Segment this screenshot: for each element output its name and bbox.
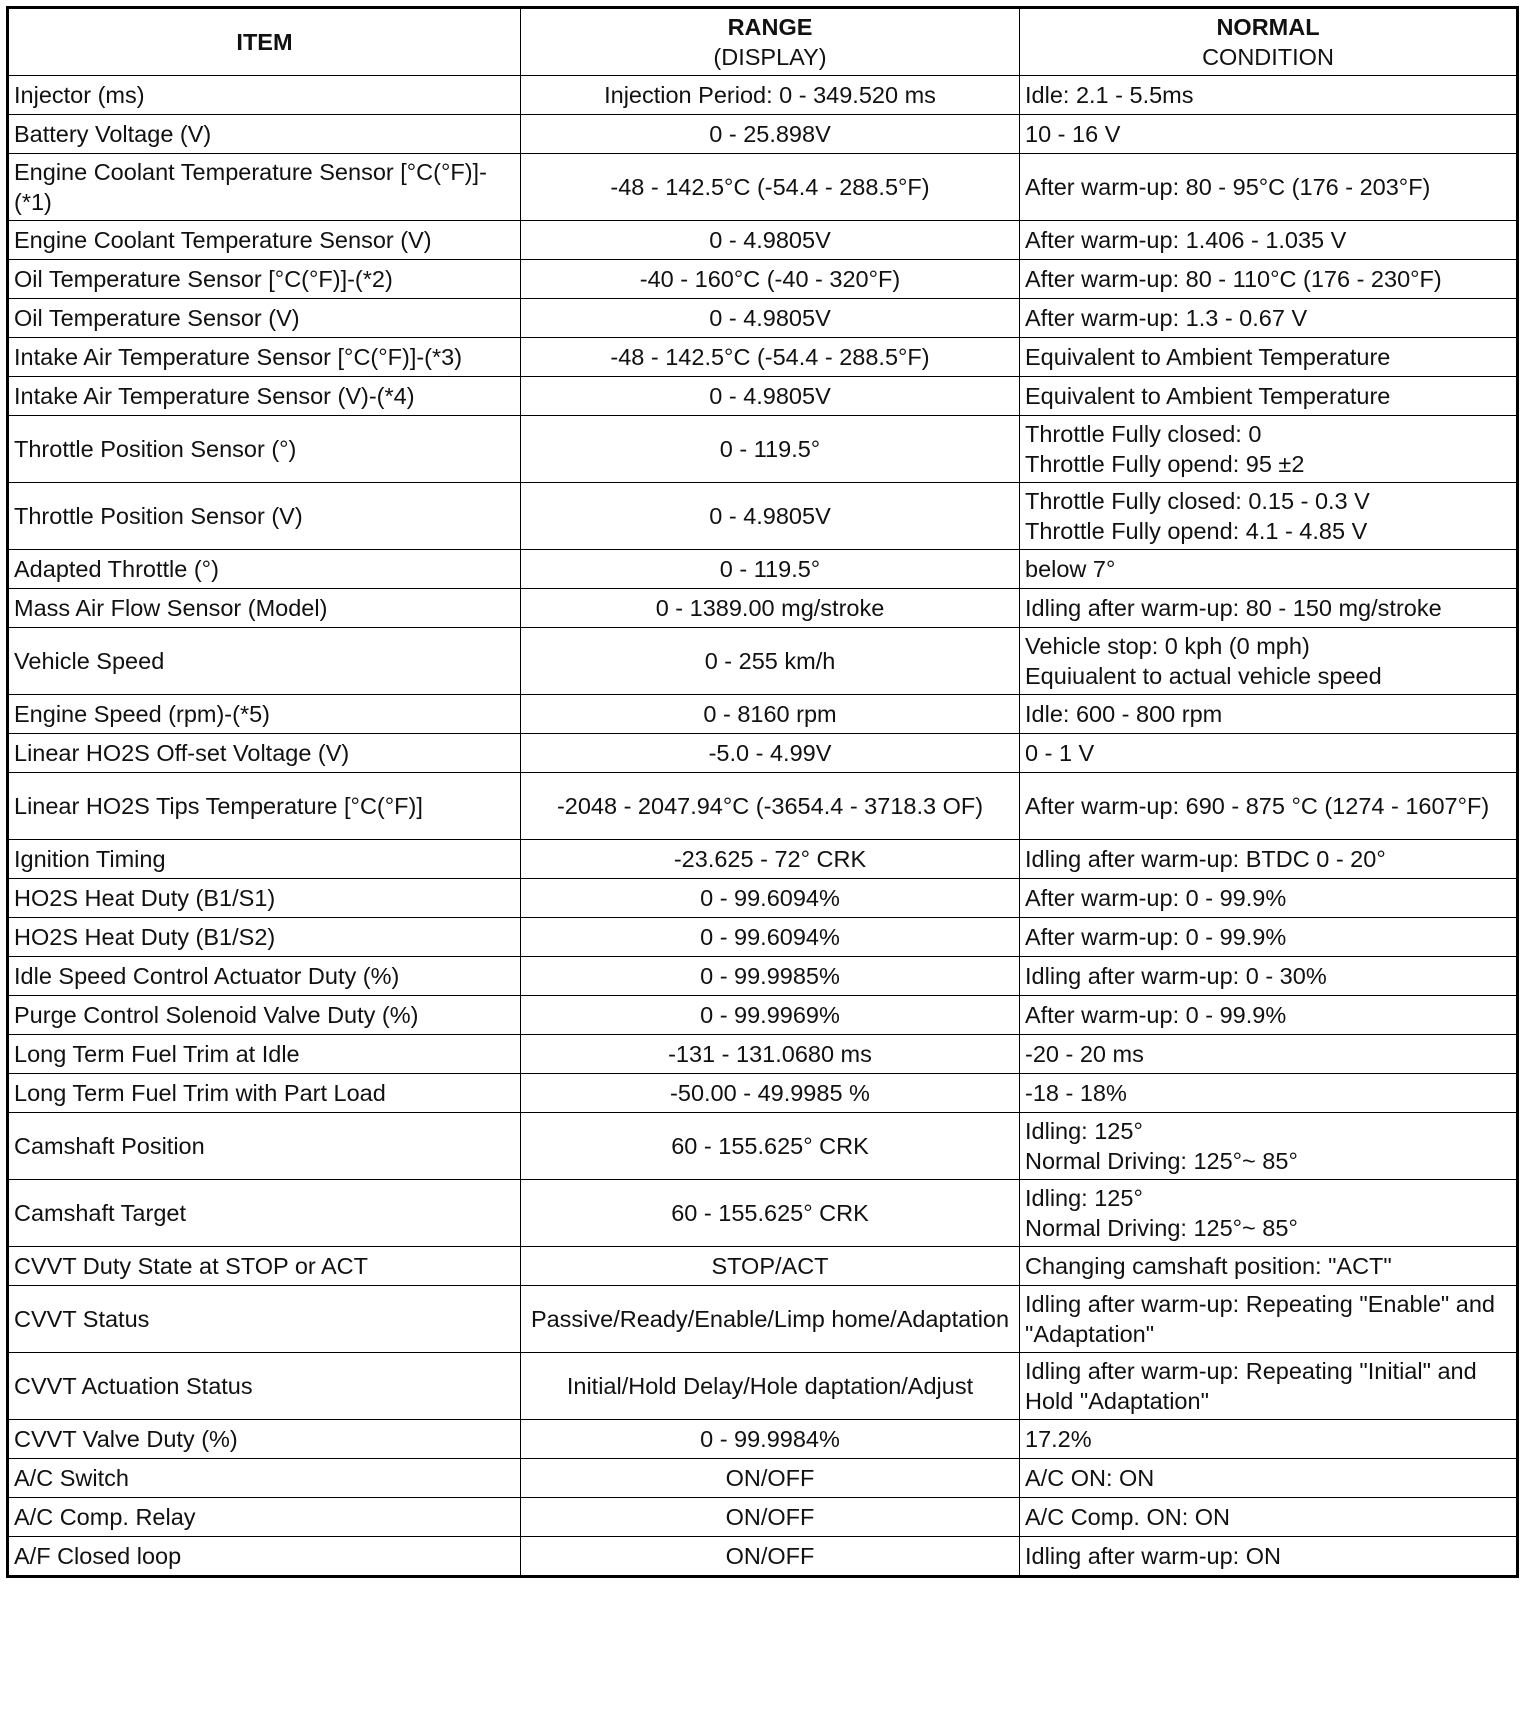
condition-cell	[1020, 483, 1518, 550]
condition-line: 10 - 16 V	[1025, 121, 1121, 147]
condition-line: Idling after warm-up: ON	[1025, 1543, 1281, 1569]
item-cell: Mass Air Flow Sensor (Model)	[8, 589, 521, 628]
table-row	[8, 957, 1518, 996]
range-cell: 60 - 155.625° CRK	[521, 1180, 1020, 1247]
table-row	[8, 1537, 1518, 1577]
condition-line: 17.2%	[1025, 1426, 1092, 1452]
item-cell: Throttle Position Sensor (°)	[8, 416, 521, 483]
table-row	[8, 1459, 1518, 1498]
item-cell: Vehicle Speed	[8, 628, 521, 695]
table-row	[8, 1498, 1518, 1537]
table-row	[8, 734, 1518, 773]
condition-cell	[1020, 589, 1518, 628]
item-cell: CVVT Valve Duty (%)	[8, 1420, 521, 1459]
condition-cell	[1020, 550, 1518, 589]
item-cell: HO2S Heat Duty (B1/S1)	[8, 879, 521, 918]
item-cell: Oil Temperature Sensor (V)	[8, 299, 521, 338]
condition-line: Idle: 2.1 - 5.5ms	[1025, 82, 1194, 108]
condition-cell	[1020, 1498, 1518, 1537]
condition-cell	[1020, 377, 1518, 416]
condition-cell	[1020, 840, 1518, 879]
table-row	[8, 1113, 1518, 1180]
condition-cell	[1020, 957, 1518, 996]
item-cell: Long Term Fuel Trim at Idle	[8, 1035, 521, 1074]
range-cell: 0 - 25.898V	[521, 115, 1020, 154]
table-row	[8, 1286, 1518, 1353]
condition-cell	[1020, 879, 1518, 918]
table-row	[8, 1074, 1518, 1113]
item-cell: Engine Coolant Temperature Sensor (V)	[8, 221, 521, 260]
condition-line: After warm-up: 0 - 99.9%	[1025, 1002, 1287, 1028]
range-cell: -23.625 - 72° CRK	[521, 840, 1020, 879]
table-row	[8, 483, 1518, 550]
condition-cell	[1020, 299, 1518, 338]
item-cell: HO2S Heat Duty (B1/S2)	[8, 918, 521, 957]
item-cell: Battery Voltage (V)	[8, 115, 521, 154]
header-normal	[1020, 8, 1518, 76]
range-cell: -48 - 142.5°C (-54.4 - 288.5°F)	[521, 338, 1020, 377]
range-cell: -48 - 142.5°C (-54.4 - 288.5°F)	[521, 154, 1020, 221]
condition-line: Idling: 125°	[1025, 1118, 1143, 1144]
condition-cell	[1020, 76, 1518, 115]
item-cell: Purge Control Solenoid Valve Duty (%)	[8, 996, 521, 1035]
condition-line: Equiualent to actual vehicle speed	[1025, 663, 1382, 689]
range-cell: 0 - 1389.00 mg/stroke	[521, 589, 1020, 628]
condition-cell	[1020, 115, 1518, 154]
condition-line: After warm-up: 0 - 99.9%	[1025, 924, 1287, 950]
item-cell: Camshaft Position	[8, 1113, 521, 1180]
header-range-subtitle: (DISPLAY)	[713, 44, 827, 70]
range-cell: 0 - 119.5°	[521, 550, 1020, 589]
table-row	[8, 338, 1518, 377]
range-cell: -40 - 160°C (-40 - 320°F)	[521, 260, 1020, 299]
range-cell: ON/OFF	[521, 1537, 1020, 1577]
table-row	[8, 115, 1518, 154]
range-cell: 0 - 4.9805V	[521, 221, 1020, 260]
condition-line: Normal Driving: 125°~ 85°	[1025, 1148, 1298, 1174]
range-cell: 0 - 99.6094%	[521, 918, 1020, 957]
header-normal-title: NORMAL	[1216, 14, 1320, 40]
table-row	[8, 1035, 1518, 1074]
item-cell: Oil Temperature Sensor [°C(°F)]-(*2)	[8, 260, 521, 299]
table-row	[8, 589, 1518, 628]
condition-line: Throttle Fully opend: 95 ±2	[1025, 451, 1305, 477]
table-row	[8, 299, 1518, 338]
condition-cell	[1020, 260, 1518, 299]
item-cell: A/C Switch	[8, 1459, 521, 1498]
item-cell: CVVT Actuation Status	[8, 1353, 521, 1420]
condition-cell	[1020, 996, 1518, 1035]
table-row	[8, 260, 1518, 299]
condition-cell	[1020, 918, 1518, 957]
condition-line: Throttle Fully closed: 0.15 - 0.3 V	[1025, 488, 1370, 514]
table-row	[8, 1420, 1518, 1459]
condition-line: Idling: 125°	[1025, 1185, 1143, 1211]
condition-cell	[1020, 1459, 1518, 1498]
table-row	[8, 1353, 1518, 1420]
condition-cell	[1020, 1035, 1518, 1074]
condition-cell	[1020, 221, 1518, 260]
condition-line: Idling after warm-up: Repeating "Enable" and "Adaptation"	[1025, 1291, 1495, 1347]
range-cell: 0 - 99.9985%	[521, 957, 1020, 996]
condition-line: -18 - 18%	[1025, 1080, 1127, 1106]
range-cell: 0 - 99.9984%	[521, 1420, 1020, 1459]
range-cell: 0 - 255 km/h	[521, 628, 1020, 695]
condition-line: Idling after warm-up: Repeating "Initial" and Hold "Adaptation"	[1025, 1358, 1477, 1414]
table-row	[8, 416, 1518, 483]
range-cell: 0 - 4.9805V	[521, 299, 1020, 338]
item-cell: Linear HO2S Tips Temperature [°C(°F)]	[8, 773, 521, 840]
range-cell: 0 - 4.9805V	[521, 483, 1020, 550]
item-cell: Camshaft Target	[8, 1180, 521, 1247]
range-cell: -50.00 - 49.9985 %	[521, 1074, 1020, 1113]
range-cell: -2048 - 2047.94°C (-3654.4 - 3718.3 OF)	[521, 773, 1020, 840]
item-cell: CVVT Status	[8, 1286, 521, 1353]
condition-line: After warm-up: 0 - 99.9%	[1025, 885, 1287, 911]
condition-cell	[1020, 416, 1518, 483]
range-cell: 60 - 155.625° CRK	[521, 1113, 1020, 1180]
data-table	[6, 6, 1519, 1578]
condition-line: -20 - 20 ms	[1025, 1041, 1144, 1067]
table-row	[8, 628, 1518, 695]
item-cell: Adapted Throttle (°)	[8, 550, 521, 589]
condition-line: Changing camshaft position: "ACT"	[1025, 1253, 1392, 1279]
condition-cell	[1020, 628, 1518, 695]
item-cell: Engine Coolant Temperature Sensor [°C(°F)]-(*1)	[8, 154, 521, 221]
condition-cell	[1020, 734, 1518, 773]
condition-line: After warm-up: 80 - 110°C (176 - 230°F)	[1025, 266, 1442, 292]
item-cell: Intake Air Temperature Sensor (V)-(*4)	[8, 377, 521, 416]
table-row	[8, 1247, 1518, 1286]
item-cell: Engine Speed (rpm)-(*5)	[8, 695, 521, 734]
item-cell: Ignition Timing	[8, 840, 521, 879]
condition-cell	[1020, 1537, 1518, 1577]
item-cell: Idle Speed Control Actuator Duty (%)	[8, 957, 521, 996]
condition-line: After warm-up: 80 - 95°C (176 - 203°F)	[1025, 174, 1431, 200]
table-row	[8, 695, 1518, 734]
range-cell: -131 - 131.0680 ms	[521, 1035, 1020, 1074]
range-cell: ON/OFF	[521, 1498, 1020, 1537]
range-cell: -5.0 - 4.99V	[521, 734, 1020, 773]
condition-line: below 7°	[1025, 556, 1116, 582]
condition-line: After warm-up: 1.406 - 1.035 V	[1025, 227, 1347, 253]
range-cell: 0 - 4.9805V	[521, 377, 1020, 416]
item-cell: CVVT Duty State at STOP or ACT	[8, 1247, 521, 1286]
range-cell: 0 - 99.6094%	[521, 879, 1020, 918]
condition-line: Idling after warm-up: 80 - 150 mg/stroke	[1025, 595, 1442, 621]
table-row	[8, 996, 1518, 1035]
table-row	[8, 840, 1518, 879]
condition-line: Idling after warm-up: BTDC 0 - 20°	[1025, 846, 1386, 872]
condition-line: Idling after warm-up: 0 - 30%	[1025, 963, 1327, 989]
header-item-label: ITEM	[236, 29, 293, 55]
condition-line: A/C ON: ON	[1025, 1465, 1155, 1491]
range-cell: 0 - 119.5°	[521, 416, 1020, 483]
item-cell: A/C Comp. Relay	[8, 1498, 521, 1537]
condition-cell	[1020, 773, 1518, 840]
range-cell: 0 - 8160 rpm	[521, 695, 1020, 734]
condition-line: Equivalent to Ambient Temperature	[1025, 383, 1391, 409]
item-cell: A/F Closed loop	[8, 1537, 521, 1577]
header-range-title: RANGE	[727, 14, 813, 40]
item-cell: Injector (ms)	[8, 76, 521, 115]
condition-cell	[1020, 1286, 1518, 1353]
range-cell: STOP/ACT	[521, 1247, 1020, 1286]
table-row	[8, 221, 1518, 260]
range-cell: Injection Period: 0 - 349.520 ms	[521, 76, 1020, 115]
condition-cell	[1020, 1180, 1518, 1247]
condition-line: Throttle Fully opend: 4.1 - 4.85 V	[1025, 518, 1368, 544]
table-row	[8, 154, 1518, 221]
range-cell: 0 - 99.9969%	[521, 996, 1020, 1035]
condition-line: A/C Comp. ON: ON	[1025, 1504, 1231, 1530]
condition-cell	[1020, 1113, 1518, 1180]
range-cell: Passive/Ready/Enable/Limp home/Adaptation	[521, 1286, 1020, 1353]
condition-line: Equivalent to Ambient Temperature	[1025, 344, 1391, 370]
item-cell: Intake Air Temperature Sensor [°C(°F)]-(*3)	[8, 338, 521, 377]
table-row	[8, 377, 1518, 416]
table-row	[8, 773, 1518, 840]
item-cell: Long Term Fuel Trim with Part Load	[8, 1074, 521, 1113]
table-body	[8, 76, 1518, 1577]
header-row	[8, 8, 1518, 76]
header-normal-subtitle: CONDITION	[1202, 44, 1334, 70]
table-row	[8, 918, 1518, 957]
condition-line: Idle: 600 - 800 rpm	[1025, 701, 1223, 727]
range-cell: Initial/Hold Delay/Hole daptation/Adjust	[521, 1353, 1020, 1420]
table-row	[8, 1180, 1518, 1247]
table-row	[8, 550, 1518, 589]
condition-cell	[1020, 1247, 1518, 1286]
condition-line: After warm-up: 690 - 875 °C (1274 - 1607°F)	[1025, 793, 1490, 819]
header-range	[521, 8, 1020, 76]
condition-line: Normal Driving: 125°~ 85°	[1025, 1215, 1298, 1241]
condition-cell	[1020, 154, 1518, 221]
condition-line: Throttle Fully closed: 0	[1025, 421, 1262, 447]
condition-cell	[1020, 1074, 1518, 1113]
condition-line: After warm-up: 1.3 - 0.67 V	[1025, 305, 1308, 331]
condition-cell	[1020, 695, 1518, 734]
table-row	[8, 879, 1518, 918]
item-cell: Linear HO2S Off-set Voltage (V)	[8, 734, 521, 773]
range-cell: ON/OFF	[521, 1459, 1020, 1498]
item-cell: Throttle Position Sensor (V)	[8, 483, 521, 550]
header-item	[8, 8, 521, 76]
condition-cell	[1020, 338, 1518, 377]
table-row	[8, 76, 1518, 115]
condition-cell	[1020, 1353, 1518, 1420]
condition-line: Vehicle stop: 0 kph (0 mph)	[1025, 633, 1310, 659]
condition-cell	[1020, 1420, 1518, 1459]
condition-line: 0 - 1 V	[1025, 740, 1095, 766]
